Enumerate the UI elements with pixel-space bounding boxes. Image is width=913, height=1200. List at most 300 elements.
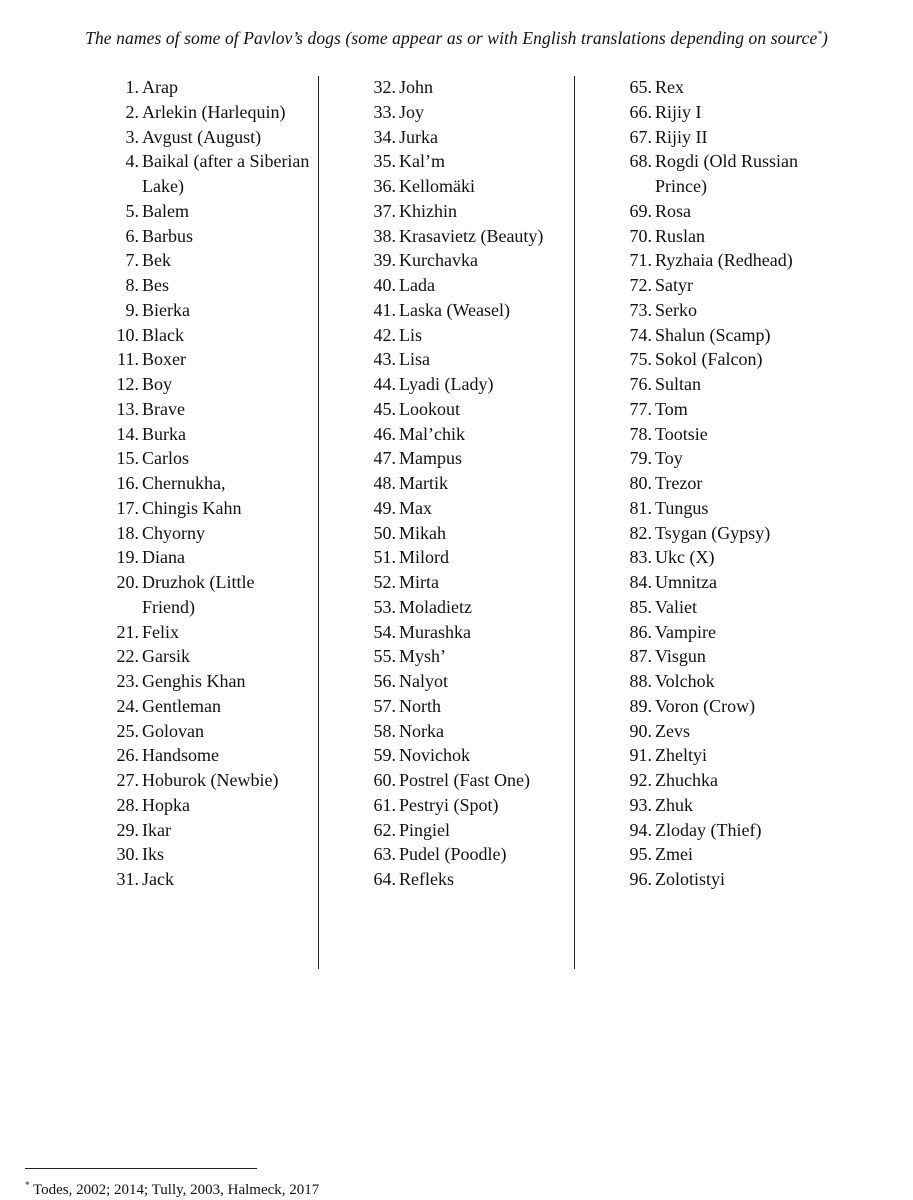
dog-name: Tungus bbox=[655, 497, 709, 518]
item-number: 30. bbox=[116, 844, 139, 865]
item-number: 74. bbox=[629, 324, 652, 345]
item-number: 70. bbox=[629, 225, 652, 246]
dog-name: Zloday (Thief) bbox=[655, 819, 762, 840]
item-number: 32. bbox=[373, 77, 396, 97]
item-number: 12. bbox=[116, 374, 139, 394]
list-item bbox=[90, 347, 312, 372]
list-item bbox=[347, 818, 569, 843]
dog-name: Toy bbox=[655, 448, 683, 469]
item-number: 39. bbox=[373, 250, 396, 271]
dog-name: Bes bbox=[142, 275, 169, 295]
footnote-text: Todes, 2002; 2014; Tully, 2003, Halmeck, 2017 bbox=[29, 1182, 320, 1198]
list-item bbox=[347, 149, 569, 174]
dog-name: Pudel (Poodle) bbox=[399, 844, 507, 865]
item-number: 83. bbox=[629, 547, 652, 568]
dog-name: Rijiy II bbox=[655, 126, 708, 147]
dog-name: Felix bbox=[142, 621, 180, 642]
dog-name: Volchok bbox=[655, 671, 715, 691]
dog-name: Black bbox=[142, 324, 184, 345]
dog-name: Ikar bbox=[142, 819, 171, 840]
dog-name: Chingis Kahn bbox=[142, 497, 242, 518]
list-item bbox=[90, 867, 312, 892]
list-item bbox=[603, 125, 903, 150]
item-number: 55. bbox=[373, 646, 396, 667]
dog-name: Bierka bbox=[142, 299, 190, 320]
list-item bbox=[347, 347, 569, 372]
item-number: 57. bbox=[373, 695, 396, 716]
list-item bbox=[603, 372, 903, 397]
item-number: 69. bbox=[629, 200, 652, 221]
dog-name: Rosa bbox=[655, 200, 691, 221]
dog-name: Murashka bbox=[399, 621, 471, 642]
list-item bbox=[347, 694, 569, 719]
list-item bbox=[603, 397, 903, 422]
list-item bbox=[347, 867, 569, 892]
item-number: 61. bbox=[373, 794, 396, 815]
list-item bbox=[347, 768, 569, 793]
item-number: 96. bbox=[629, 869, 652, 889]
item-number: 33. bbox=[373, 101, 396, 122]
item-number: 44. bbox=[373, 374, 396, 394]
item-number: 45. bbox=[373, 398, 396, 419]
dog-name: Tom bbox=[655, 398, 688, 419]
list-item bbox=[347, 842, 569, 867]
list-item bbox=[603, 867, 903, 892]
list-item bbox=[90, 100, 312, 125]
item-number: 36. bbox=[373, 176, 396, 196]
list-item bbox=[90, 224, 312, 249]
column-divider bbox=[574, 76, 575, 969]
list-item bbox=[347, 75, 569, 100]
dog-name: Lisa bbox=[399, 349, 430, 370]
dog-name: Avgust (August) bbox=[142, 126, 262, 147]
list-item bbox=[603, 224, 903, 249]
list-item bbox=[603, 545, 903, 570]
list-item bbox=[347, 199, 569, 224]
item-number: 54. bbox=[373, 621, 396, 642]
dog-name: Lada bbox=[399, 275, 435, 295]
list-item bbox=[90, 273, 312, 298]
dog-name: Golovan bbox=[142, 720, 204, 741]
item-number: 71. bbox=[629, 250, 652, 271]
list-item bbox=[603, 347, 903, 372]
list-item bbox=[347, 570, 569, 595]
dog-name: Tootsie bbox=[655, 423, 708, 444]
item-number: 58. bbox=[373, 720, 396, 741]
dog-name: Gentleman bbox=[142, 695, 221, 716]
list-item bbox=[90, 570, 312, 620]
item-number: 35. bbox=[373, 151, 396, 172]
dog-name: Genghis Khan bbox=[142, 671, 246, 691]
list-item bbox=[90, 669, 312, 694]
list-item bbox=[347, 372, 569, 397]
dog-name: Rex bbox=[655, 77, 684, 97]
item-number: 51. bbox=[373, 547, 396, 568]
item-number: 60. bbox=[373, 770, 396, 790]
dog-name: Serko bbox=[655, 299, 697, 320]
dog-name: Joy bbox=[399, 101, 425, 122]
item-number: 87. bbox=[629, 646, 652, 667]
item-number: 59. bbox=[373, 745, 396, 766]
list-item bbox=[603, 570, 903, 595]
item-number: 5. bbox=[125, 200, 139, 221]
list-item bbox=[347, 471, 569, 496]
item-number: 38. bbox=[373, 225, 396, 246]
item-number: 29. bbox=[116, 819, 139, 840]
dog-name: Handsome bbox=[142, 745, 219, 766]
list-item bbox=[347, 174, 569, 199]
item-number: 89. bbox=[629, 695, 652, 716]
item-number: 10. bbox=[116, 324, 139, 345]
list-item bbox=[347, 743, 569, 768]
dog-name: Diana bbox=[142, 547, 185, 568]
dog-name: Kurchavka bbox=[399, 250, 478, 271]
item-number: 15. bbox=[116, 448, 139, 469]
list-item bbox=[90, 496, 312, 521]
dog-list-column-2 bbox=[347, 75, 569, 892]
list-item bbox=[347, 397, 569, 422]
dog-name: Voron (Crow) bbox=[655, 695, 756, 716]
item-number: 72. bbox=[629, 275, 652, 295]
dog-name: Rogdi (Old Russian Prince) bbox=[655, 151, 799, 196]
item-number: 31. bbox=[116, 869, 139, 889]
dog-name: Balem bbox=[142, 200, 189, 221]
list-item bbox=[90, 743, 312, 768]
list-item bbox=[90, 471, 312, 496]
list-item bbox=[603, 75, 903, 100]
list-item bbox=[603, 471, 903, 496]
dog-name: Garsik bbox=[142, 646, 190, 667]
dog-name: Zhuk bbox=[655, 794, 693, 815]
item-number: 4. bbox=[125, 151, 139, 172]
item-number: 13. bbox=[116, 398, 139, 419]
dog-name: Ukc (X) bbox=[655, 547, 715, 568]
item-number: 75. bbox=[629, 349, 652, 370]
list-item bbox=[90, 422, 312, 447]
item-number: 81. bbox=[629, 497, 652, 518]
dog-name: Shalun (Scamp) bbox=[655, 324, 771, 345]
list-item bbox=[603, 620, 903, 645]
dog-name: Zmei bbox=[655, 844, 693, 865]
item-number: 91. bbox=[629, 745, 652, 766]
list-item bbox=[347, 496, 569, 521]
item-number: 46. bbox=[373, 423, 396, 444]
item-number: 43. bbox=[373, 349, 396, 370]
item-number: 1. bbox=[125, 77, 139, 97]
dog-name: Jack bbox=[142, 869, 174, 889]
list-item bbox=[347, 644, 569, 669]
list-item bbox=[347, 248, 569, 273]
list-item bbox=[347, 273, 569, 298]
item-number: 16. bbox=[116, 473, 139, 493]
item-number: 25. bbox=[116, 720, 139, 741]
dog-name: Chernukha, bbox=[142, 473, 226, 493]
dog-name: Jurka bbox=[399, 126, 438, 147]
item-number: 3. bbox=[125, 126, 139, 147]
item-number: 76. bbox=[629, 374, 652, 394]
dog-name: Bek bbox=[142, 250, 171, 271]
list-item bbox=[603, 669, 903, 694]
item-number: 95. bbox=[629, 844, 652, 865]
dog-name: Boy bbox=[142, 374, 173, 394]
list-item bbox=[603, 644, 903, 669]
list-item bbox=[347, 422, 569, 447]
dog-name: Nalyot bbox=[399, 671, 448, 691]
item-number: 37. bbox=[373, 200, 396, 221]
list-item bbox=[90, 323, 312, 348]
item-number: 78. bbox=[629, 423, 652, 444]
dog-name: Arap bbox=[142, 77, 178, 97]
dog-name: Burka bbox=[142, 423, 186, 444]
dog-name: Iks bbox=[142, 844, 164, 865]
list-item bbox=[603, 694, 903, 719]
item-number: 66. bbox=[629, 101, 652, 122]
footnote-marker: * bbox=[817, 29, 822, 40]
dog-name: Postrel (Fast One) bbox=[399, 770, 530, 790]
dog-name: John bbox=[399, 77, 434, 97]
dog-name: Krasavietz (Beauty) bbox=[399, 225, 544, 246]
item-number: 14. bbox=[116, 423, 139, 444]
item-number: 67. bbox=[629, 126, 652, 147]
list-item bbox=[90, 644, 312, 669]
item-number: 48. bbox=[373, 473, 396, 493]
item-number: 93. bbox=[629, 794, 652, 815]
dog-name: Zhuchka bbox=[655, 770, 718, 790]
dog-name: Mikah bbox=[399, 522, 446, 543]
dog-name: Kal’m bbox=[399, 151, 445, 172]
list-item bbox=[603, 298, 903, 323]
list-item bbox=[90, 372, 312, 397]
list-item bbox=[90, 818, 312, 843]
item-number: 86. bbox=[629, 621, 652, 642]
dog-name: Vampire bbox=[655, 621, 716, 642]
item-number: 19. bbox=[116, 547, 139, 568]
dog-name: Valiet bbox=[655, 596, 697, 617]
item-number: 68. bbox=[629, 151, 652, 172]
item-number: 50. bbox=[373, 522, 396, 543]
item-number: 62. bbox=[373, 819, 396, 840]
item-number: 41. bbox=[373, 299, 396, 320]
item-number: 24. bbox=[116, 695, 139, 716]
dog-name: Mirta bbox=[399, 572, 439, 592]
dog-name: Refleks bbox=[399, 869, 454, 889]
list-item bbox=[603, 446, 903, 471]
dog-name: Trezor bbox=[655, 473, 703, 493]
dog-name: Umnitza bbox=[655, 572, 717, 592]
list-item bbox=[90, 149, 312, 199]
dog-name: Rijiy I bbox=[655, 101, 702, 122]
dog-name: Zevs bbox=[655, 720, 690, 741]
item-number: 28. bbox=[116, 794, 139, 815]
list-item bbox=[90, 768, 312, 793]
dog-name: Khizhin bbox=[399, 200, 457, 221]
dog-name: Zolotistyi bbox=[655, 869, 726, 889]
list-item bbox=[603, 273, 903, 298]
dog-name: Lyadi (Lady) bbox=[399, 374, 494, 394]
dog-name: Arlekin (Harlequin) bbox=[142, 101, 286, 122]
list-item bbox=[603, 521, 903, 546]
dog-name: Sokol (Falcon) bbox=[655, 349, 763, 370]
list-item bbox=[90, 545, 312, 570]
list-item bbox=[90, 248, 312, 273]
item-number: 65. bbox=[629, 77, 652, 97]
list-item bbox=[347, 793, 569, 818]
list-item bbox=[347, 323, 569, 348]
dog-name: Barbus bbox=[142, 225, 193, 246]
dog-name: Martik bbox=[399, 473, 448, 493]
list-item bbox=[90, 842, 312, 867]
item-number: 56. bbox=[373, 671, 396, 691]
list-item bbox=[90, 75, 312, 100]
list-item bbox=[603, 149, 903, 199]
list-item bbox=[603, 100, 903, 125]
item-number: 63. bbox=[373, 844, 396, 865]
footnote bbox=[25, 1180, 319, 1199]
list-item bbox=[90, 793, 312, 818]
dog-name: Druzhok (Little Friend) bbox=[142, 572, 255, 617]
item-number: 2. bbox=[125, 101, 139, 122]
item-number: 94. bbox=[629, 819, 652, 840]
list-item bbox=[90, 719, 312, 744]
item-number: 27. bbox=[116, 770, 139, 790]
list-item bbox=[603, 743, 903, 768]
item-number: 9. bbox=[125, 299, 139, 320]
dog-name: Laska (Weasel) bbox=[399, 299, 510, 320]
dog-name: Mal’chik bbox=[399, 423, 465, 444]
list-item bbox=[347, 545, 569, 570]
list-item bbox=[603, 793, 903, 818]
list-item bbox=[603, 199, 903, 224]
list-item bbox=[90, 199, 312, 224]
dog-name: Ryzhaia (Redhead) bbox=[655, 250, 793, 271]
item-number: 77. bbox=[629, 398, 652, 419]
list-item bbox=[603, 818, 903, 843]
dog-name: Zheltyi bbox=[655, 745, 707, 766]
list-item bbox=[90, 397, 312, 422]
list-item bbox=[347, 224, 569, 249]
item-number: 53. bbox=[373, 596, 396, 617]
dog-name: Norka bbox=[399, 720, 444, 741]
item-number: 47. bbox=[373, 448, 396, 469]
dog-name: Hopka bbox=[142, 794, 190, 815]
dog-name: Pestryi (Spot) bbox=[399, 794, 499, 815]
list-item bbox=[347, 620, 569, 645]
dog-name: Visgun bbox=[655, 646, 706, 667]
item-number: 6. bbox=[125, 225, 139, 246]
title-close: ) bbox=[821, 28, 828, 48]
item-number: 90. bbox=[629, 720, 652, 741]
footnote-marker: * bbox=[25, 1180, 30, 1190]
list-item bbox=[603, 719, 903, 744]
list-item bbox=[347, 100, 569, 125]
item-number: 7. bbox=[125, 250, 139, 271]
item-number: 34. bbox=[373, 126, 396, 147]
dog-name: Milord bbox=[399, 547, 450, 568]
dog-name: Tsygan (Gypsy) bbox=[655, 522, 771, 543]
dog-name: Novichok bbox=[399, 745, 470, 766]
title-text: The names of some of Pavlov’s dogs (some appear as or with English translations depending on source bbox=[85, 28, 818, 48]
dog-name: Moladietz bbox=[399, 596, 472, 617]
item-number: 49. bbox=[373, 497, 396, 518]
dog-name: Lis bbox=[399, 324, 423, 345]
list-item bbox=[90, 446, 312, 471]
dog-name: Sultan bbox=[655, 374, 702, 394]
item-number: 82. bbox=[629, 522, 652, 543]
item-number: 85. bbox=[629, 596, 652, 617]
page-title bbox=[0, 28, 913, 49]
list-item bbox=[603, 323, 903, 348]
list-item bbox=[90, 125, 312, 150]
list-item bbox=[347, 719, 569, 744]
item-number: 80. bbox=[629, 473, 652, 493]
dog-name: North bbox=[399, 695, 441, 716]
item-number: 11. bbox=[117, 349, 139, 370]
list-item bbox=[347, 298, 569, 323]
dog-name: Kellomäki bbox=[399, 176, 475, 196]
dog-name: Hoburok (Newbie) bbox=[142, 770, 279, 790]
list-item bbox=[90, 694, 312, 719]
dog-list-column-3 bbox=[603, 75, 903, 892]
item-number: 52. bbox=[373, 572, 396, 592]
list-item bbox=[603, 595, 903, 620]
list-item bbox=[347, 446, 569, 471]
dog-name: Baikal (after a Siberian Lake) bbox=[142, 151, 310, 196]
item-number: 73. bbox=[629, 299, 652, 320]
dog-name: Lookout bbox=[399, 398, 460, 419]
list-item bbox=[603, 422, 903, 447]
item-number: 84. bbox=[629, 572, 652, 592]
footnote-rule bbox=[25, 1168, 257, 1169]
column-divider bbox=[318, 76, 319, 969]
dog-name: Max bbox=[399, 497, 432, 518]
item-number: 23. bbox=[116, 671, 139, 691]
item-number: 22. bbox=[116, 646, 139, 667]
list-item bbox=[603, 842, 903, 867]
dog-name: Mampus bbox=[399, 448, 462, 469]
item-number: 8. bbox=[125, 275, 139, 295]
item-number: 92. bbox=[629, 770, 652, 790]
list-item bbox=[603, 248, 903, 273]
list-item bbox=[347, 521, 569, 546]
list-item bbox=[347, 669, 569, 694]
item-number: 20. bbox=[116, 572, 139, 592]
dog-name: Boxer bbox=[142, 349, 186, 370]
item-number: 88. bbox=[629, 671, 652, 691]
dog-name: Chyorny bbox=[142, 522, 205, 543]
list-item bbox=[603, 496, 903, 521]
dog-name: Mysh’ bbox=[399, 646, 447, 667]
dog-name: Satyr bbox=[655, 275, 693, 295]
item-number: 21. bbox=[116, 621, 139, 642]
list-item bbox=[90, 298, 312, 323]
item-number: 79. bbox=[629, 448, 652, 469]
item-number: 40. bbox=[373, 275, 396, 295]
dog-list-column-1 bbox=[90, 75, 312, 892]
list-item bbox=[90, 521, 312, 546]
item-number: 42. bbox=[373, 324, 396, 345]
list-item bbox=[347, 125, 569, 150]
list-item bbox=[90, 620, 312, 645]
dog-name: Pingiel bbox=[399, 819, 451, 840]
item-number: 64. bbox=[373, 869, 396, 889]
item-number: 17. bbox=[116, 497, 139, 518]
dog-name: Carlos bbox=[142, 448, 189, 469]
list-item bbox=[347, 595, 569, 620]
list-item bbox=[603, 768, 903, 793]
dog-name: Brave bbox=[142, 398, 185, 419]
item-number: 18. bbox=[116, 522, 139, 543]
item-number: 26. bbox=[116, 745, 139, 766]
